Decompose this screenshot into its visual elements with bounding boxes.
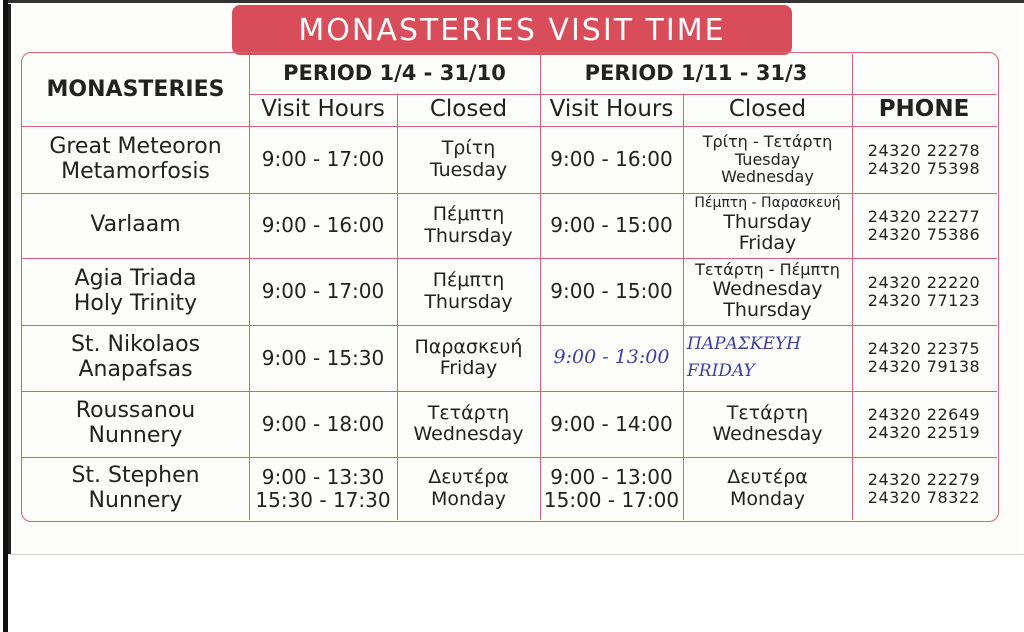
closed-english: Wednesday xyxy=(721,167,814,187)
winter-hours xyxy=(540,126,683,193)
scan-top-edge xyxy=(8,0,1024,3)
summer-hours xyxy=(249,258,397,325)
page-title: MONASTERIES VISIT TIME xyxy=(232,5,792,55)
header-phone xyxy=(852,94,996,126)
hours-text: 15:30 - 17:30 xyxy=(255,487,391,512)
closed-english: Tuesday xyxy=(429,158,508,181)
hours-text: 9:00 - 15:30 xyxy=(261,345,385,370)
header-closed-1 xyxy=(397,94,540,126)
closed-english: Wednesday xyxy=(413,423,524,445)
monastery-name-line: Anapafsas xyxy=(78,357,193,382)
summer-hours xyxy=(249,193,397,258)
phone-number: 24320 22220 xyxy=(867,272,981,292)
monastery-name xyxy=(22,258,249,325)
winter-hours xyxy=(540,457,683,520)
hours-text: 9:00 - 16:00 xyxy=(261,213,385,238)
winter-closed-handwritten xyxy=(683,325,852,391)
closed-greek: ΠΑΡΑΣΚΕΥΗ xyxy=(687,333,801,354)
closed-english: Thursday xyxy=(723,299,812,322)
header-phone-label: PHONE xyxy=(878,96,970,123)
closed-greek: Τρίτη - Τετάρτη xyxy=(702,131,833,151)
summer-hours xyxy=(249,325,397,391)
closed-english: Thursday xyxy=(723,211,812,234)
closed-greek: Τρίτη xyxy=(441,137,496,160)
phone-number: 24320 22649 xyxy=(867,405,981,425)
phone-number: 24320 22278 xyxy=(867,140,981,160)
header-closed-2 xyxy=(683,94,852,126)
phone-numbers xyxy=(852,391,996,457)
closed-english: Wednesday xyxy=(712,423,823,445)
monastery-name xyxy=(22,457,249,520)
phone-number: 24320 22279 xyxy=(867,469,981,489)
monastery-name xyxy=(22,193,249,258)
header-period-winter xyxy=(540,54,852,94)
winter-closed xyxy=(683,126,852,193)
closed-label: Closed xyxy=(429,96,508,123)
phone-numbers xyxy=(852,457,996,520)
phone-number: 24320 75386 xyxy=(867,224,981,244)
phone-numbers xyxy=(852,193,996,258)
monastery-name-line: Metamorfosis xyxy=(61,158,210,184)
closed-english: Wednesday xyxy=(712,278,823,301)
monastery-name-line: Nunnery xyxy=(88,423,183,448)
monastery-name xyxy=(22,325,249,391)
monastery-name-line: Nunnery xyxy=(88,487,183,513)
card-bottom-edge xyxy=(10,554,1024,555)
phone-number: 24320 22519 xyxy=(867,423,981,442)
header-monasteries-label: MONASTERIES xyxy=(46,76,225,102)
header-period-summer-label: PERIOD 1/4 - 31/10 xyxy=(283,61,506,86)
hours-text: 9:00 - 13:00 xyxy=(550,465,673,490)
winter-closed xyxy=(683,457,852,520)
phone-number: 24320 79138 xyxy=(867,357,981,376)
header-period-winter-label: PERIOD 1/11 - 31/3 xyxy=(584,61,808,86)
monastery-name-line: Varlaam xyxy=(90,212,181,238)
hours-text: 9:00 - 17:00 xyxy=(261,279,385,304)
phone-number: 24320 22375 xyxy=(867,339,981,359)
closed-english: Friday xyxy=(439,357,498,379)
closed-english: Tuesday xyxy=(734,149,801,169)
summer-hours xyxy=(249,457,397,520)
monastery-name xyxy=(22,126,249,193)
winter-closed xyxy=(683,391,852,457)
summer-closed xyxy=(397,457,540,520)
closed-english: Friday xyxy=(738,232,797,255)
closed-greek: Τετάρτη - Πέμπτη xyxy=(695,260,840,280)
visit-hours-label: Visit Hours xyxy=(549,96,674,123)
header-visit-hours-2 xyxy=(540,94,683,126)
header-visit-hours-1 xyxy=(249,94,397,126)
phone-number: 24320 22277 xyxy=(867,206,981,226)
closed-label: Closed xyxy=(728,96,807,123)
closed-english: Thursday xyxy=(424,224,513,247)
winter-closed xyxy=(683,258,852,325)
header-period-summer xyxy=(249,54,540,94)
hours-text: 9:00 - 14:00 xyxy=(550,411,673,436)
monastery-name-line: St. Nikolaos xyxy=(70,332,201,358)
summer-closed xyxy=(397,325,540,391)
hours-text: 9:00 - 15:00 xyxy=(550,213,673,238)
winter-hours xyxy=(540,193,683,258)
summer-hours xyxy=(249,391,397,457)
summer-closed xyxy=(397,126,540,193)
winter-hours-handwritten xyxy=(540,325,683,391)
phone-numbers xyxy=(852,126,996,193)
summer-closed xyxy=(397,193,540,258)
hours-text: 9:00 - 13:00 xyxy=(553,346,670,369)
winter-hours xyxy=(540,391,683,457)
summer-closed xyxy=(397,258,540,325)
phone-number: 24320 78322 xyxy=(867,487,981,507)
closed-greek: Πέμπτη - Παρασκευή xyxy=(694,195,841,212)
monastery-name-line: Holy Trinity xyxy=(73,290,198,316)
hours-text: 9:00 - 16:00 xyxy=(550,147,673,172)
hours-text: 9:00 - 15:00 xyxy=(550,279,673,304)
monastery-name-line: St. Stephen xyxy=(71,462,200,488)
monastery-name xyxy=(22,391,249,457)
closed-english: Monday xyxy=(430,487,506,510)
closed-greek: Δευτέρα xyxy=(727,466,808,489)
summer-hours xyxy=(249,126,397,193)
closed-greek: Πέμπτη xyxy=(432,203,505,226)
phone-numbers xyxy=(852,325,996,391)
summer-closed xyxy=(397,391,540,457)
closed-greek: Παρασκευή xyxy=(414,335,523,358)
closed-greek: Δευτέρα xyxy=(428,466,509,489)
closed-greek: Τετάρτη xyxy=(726,401,809,424)
hours-text: 15:00 - 17:00 xyxy=(543,487,680,512)
phone-number: 24320 75398 xyxy=(867,158,981,178)
monastery-name-line: Great Meteoron xyxy=(49,133,222,159)
monastery-name-line: Agia Triada xyxy=(74,265,197,291)
visit-hours-label: Visit Hours xyxy=(261,96,385,123)
header-monasteries xyxy=(22,54,249,126)
closed-greek: Τετάρτη xyxy=(427,401,510,424)
phone-number: 24320 77123 xyxy=(867,290,981,310)
closed-greek: Πέμπτη xyxy=(432,269,505,292)
winter-hours xyxy=(540,258,683,325)
closed-english: Monday xyxy=(729,487,805,510)
hours-text: 9:00 - 17:00 xyxy=(261,147,385,172)
monastery-name-line: Roussanou xyxy=(75,398,196,424)
closed-english: Thursday xyxy=(424,290,513,313)
closed-english: FRIDAY xyxy=(687,361,755,381)
hours-text: 9:00 - 13:30 xyxy=(261,465,385,490)
winter-closed xyxy=(683,193,852,258)
hours-text: 9:00 - 18:00 xyxy=(261,411,385,436)
phone-numbers xyxy=(852,258,996,325)
